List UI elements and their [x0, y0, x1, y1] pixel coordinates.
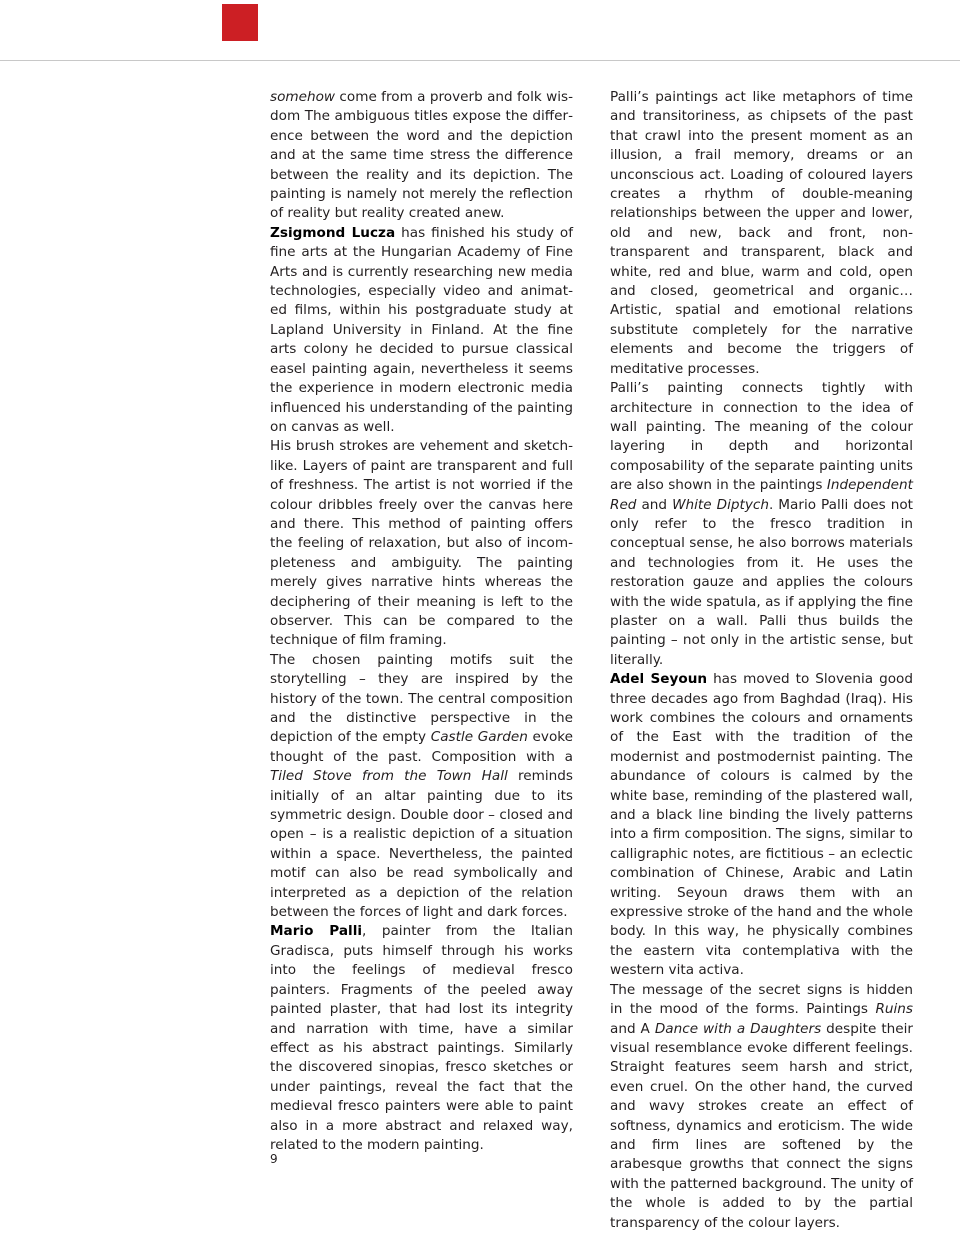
left-text-column [270, 88, 573, 1155]
body-text: despite their visual resemblance evoke different feelings. Straight features seem harsh and strict, even cruel. On the other hand, the curved and wavy strokes create an effect of softness, dynamics and eroticism. The wide and firm lines are softened by the arabesque growths that connect the signs with the patterned background. The unity of the whole is added to by the partial transparency of the colour layers. [610, 1020, 913, 1231]
body-text: The message of the secret signs is hidden in the mood of the forms. Paintings [610, 981, 913, 1018]
header-divider [0, 60, 960, 61]
body-text: evoke thought of the past. Composition with a [270, 729, 574, 765]
body-text: Palli’s paintings act like metaphors of time and transitoriness, as chipsets of the past that crawl into the present moment as an illusion, a frail memory, dreams or an unconscious act. Loading of coloured layers creates a rhythm of double-meaning relationships between the upper and lower, old and new, back and front, non-transparent and transparent, black and white, red and blue, warm and cold, open and closed, geometrical and organic… Artistic, spatial and emotional relations substitute completely for the narrative elements and become the triggers of meditative processes. [610, 89, 913, 377]
paragraph-painting-motifs [270, 651, 573, 923]
body-text: and [636, 496, 673, 513]
paragraph-brush-strokes [270, 437, 573, 650]
body-text: The chosen painting motifs suit the storytelling – they are inspired by the history of the town. The central composition and the distinctive perspective in the depiction of the empty [270, 651, 573, 746]
paragraph-zsigmond-lucza [270, 224, 573, 437]
body-text: come from a proverb and folk wisdom The ambiguous titles expose the difference between the word and the depiction and at the same time stress the difference between the reality and its depiction. The painting is namely not merely the reflection of reality but reality created anew. [270, 89, 573, 222]
body-text: reminds initially of an altar painting due to its symmetric design. Double door – closed and open – is a realistic depiction of a situation within a space. Nevertheless, the painted motif can also be read symbolically and interpreted as a depiction of the relation between the forces of light and dark forces. [270, 768, 573, 921]
body-text: His brush strokes are vehement and sketchlike. Layers of paint are transparent and full of freshness. The artist is not worried if the colour dribbles freely over the canvas here and there. This method of painting offers the feeling of relaxation, but also of incompleteness and ambiguity. The painting merely gives narrative hints whereas the deciphering of their meaning is left to the observer. This can be compared to the technique of film framing. [270, 438, 573, 649]
body-text: , painter from the Italian Gradisca, puts himself through his works into the feelings of medieval fresco painters. Fragments of the peeled away painted plaster, that had lost its integrity and narration with time, have a similar effect as his abstract paintings. Similarly the discovered sinopias, fresco sketches or under paintings, reveal the fact that the medieval fresco painters were able to paint also in a more abstract and relaxed way, related to the modern painting. [270, 923, 573, 1153]
italic-text: somehow [270, 89, 336, 105]
body-text: Palli’s painting connects tightly with architecture in connection to the idea of wall painting. The meaning of the colour layering in depth and horizontal composability of the separate painting units are also shown in the paintings [610, 380, 913, 494]
paragraph-secret-signs [610, 981, 913, 1233]
body-text: has finished his study of fine arts at the Hungarian Academy of Fine Arts and is currently researching new media technologies, especially video and animated films, within his postgraduate study at Lapland University in Finland. At the fine arts colony he decided to pursue classical easel painting again, nevertheless it seems the experience in modern electronic media influenced his understanding of the painting on canvas as well. [270, 224, 574, 435]
paragraph-mario-palli [270, 922, 573, 1155]
artwork-title: White Diptych [672, 496, 769, 513]
body-text: . Mario Palli does not only refer to the fresco tradition in conceptual sense, he also borrows materials and technologies from it. He uses the restoration gauze and applies the colours with the wide spatula, as if applying the fine plaster on a wall. Palli thus builds the painting – not only in the artistic sense, but literally. [610, 496, 914, 668]
artwork-title: Independent Red [610, 477, 913, 513]
artist-name: Adel Seyoun [610, 671, 708, 688]
right-text-column [610, 88, 913, 1233]
paragraph-adel-seyoun [610, 670, 913, 981]
red-square-marker [222, 4, 258, 41]
artwork-title: Dance with a Daughters [654, 1020, 822, 1037]
body-text: and A [610, 1020, 655, 1037]
paragraph-palli-metaphors [610, 88, 913, 379]
artwork-title: Castle Garden [430, 729, 528, 746]
artist-name: Mario Palli [270, 923, 363, 940]
artwork-title: Tiled Stove from the Town Hall [270, 768, 508, 785]
paragraph-intro [270, 88, 573, 224]
page-number: 9 [270, 1152, 278, 1166]
artist-name: Zsigmond Lucza [270, 224, 396, 241]
artwork-title: Ruins [875, 1001, 913, 1018]
body-text: has moved to Slovenia good three decades ago from Baghdad (Iraq). His work combines the colours and ornaments of the East with the tradition of the modernist and postmodernist painting. The abundance of colours is calmed by the white base, reminding of the plastered wall, and a black line binding the lively patterns into a firm composition. The signs, similar to calligraphic notes, are fictitious – an eclectic combination of Chinese, Arabic and Latin writing. Seyoun draws them with an expressive stroke of the hand and the whole body. In this way, he physically combines the eastern vita contemplativa with the western vita activa. [610, 671, 913, 979]
paragraph-palli-architecture [610, 379, 913, 670]
